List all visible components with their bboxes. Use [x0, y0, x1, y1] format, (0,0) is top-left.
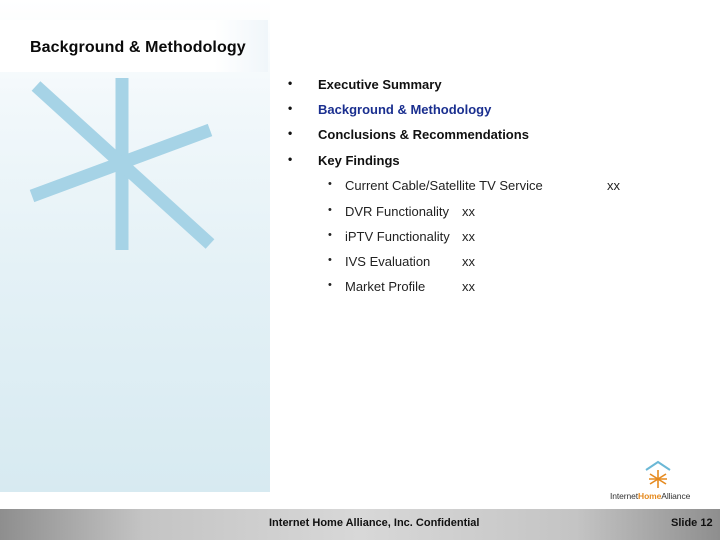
logo-wordmark: InternetHomeAlliance: [610, 491, 691, 501]
footer-confidential-text: Internet Home Alliance, Inc. Confidential: [269, 517, 480, 529]
house-sun-icon: [644, 460, 672, 490]
slide-title: Background & Methodology: [30, 39, 246, 56]
page-reference: xx: [607, 178, 620, 193]
page-reference: xx: [462, 229, 475, 244]
agenda-list: • Executive Summary • Background & Methodology • Conclusions & Recommendations • Key Findings • Current Cable/Satellite TV Service xx • DVR Functionality xx • iPTV Functionality xx • IVS Evaluation xx • Market Profile xx: [288, 76, 620, 294]
page-reference: xx: [462, 204, 475, 219]
bullet: •: [288, 126, 293, 140]
bullet: •: [328, 254, 332, 266]
asterisk-star-graphic: [22, 78, 222, 254]
internet-home-alliance-logo: [606, 460, 706, 504]
bullet: •: [288, 152, 293, 166]
bullet: •: [328, 229, 332, 241]
page-reference: xx: [462, 279, 475, 294]
page-reference: xx: [462, 254, 475, 269]
bullet: •: [328, 279, 332, 291]
bullet: •: [288, 76, 293, 90]
bullet: •: [288, 101, 293, 115]
bullet: •: [328, 178, 332, 190]
bullet: •: [328, 204, 332, 216]
slide-number: Slide 12: [671, 517, 713, 529]
